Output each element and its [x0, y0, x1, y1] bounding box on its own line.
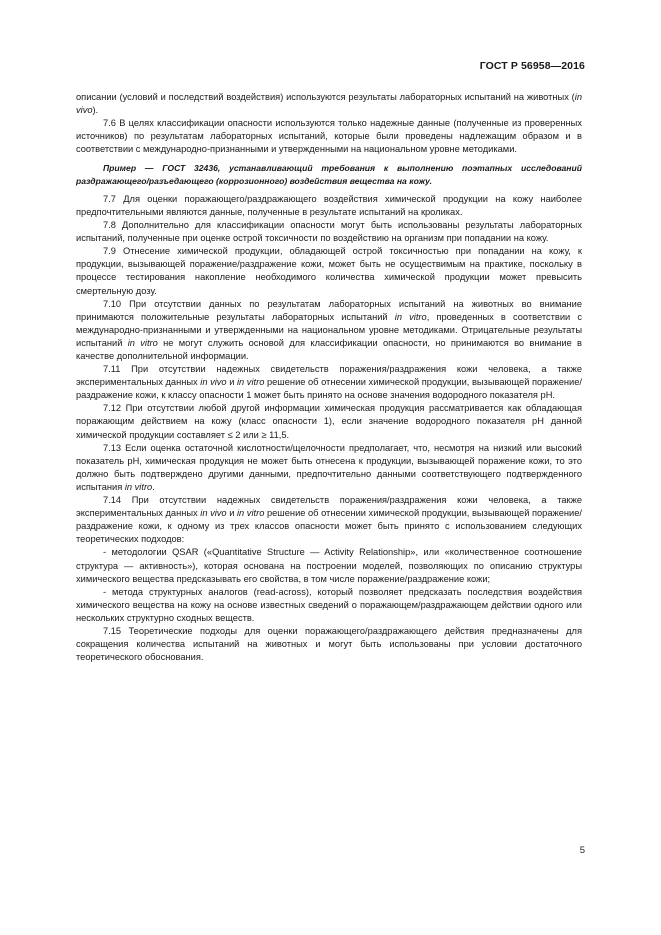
paragraph-7-15: 7.15 Теоретические подходы для оценки поражающего/раздражающего действия предназначены для сокращения количества испытаний на животных и могут быть использованы при условии достаточного теоретического обоснования.: [76, 625, 582, 663]
paragraph-7-14: 7.14 При отсутствии надежных свидетельств поражения/раздражения кожи человека, а также экспериментальных данных in vivo и in vitro решение об отнесении химической продукции, вызывающей поражение/раздражение кожи, к одному из трех классов опасности может быть принято с использованием следующих теоретических подходов:: [76, 495, 582, 545]
paragraph-continuation: описании (условий и последствий воздействия) используются результаты лабораторных испытаний на животных (in vivo).: [76, 92, 582, 116]
document-body: [76, 91, 582, 664]
paragraph-7-11: 7.11 При отсутствии надежных свидетельств поражения/раздражения кожи человека, а также экспериментальных данных in vivo и in vitro решение об отнесении химической продукции, вызывающей поражение/раздражение кожи, к классу опасности 1 может быть принято на основе значения водородного показателя pH.: [76, 364, 582, 401]
paragraph-7-12: 7.12 При отсутствии любой другой информации химическая продукция рассматривается как обладающая поражающим действием на кожу (класс опасности 1), если значение водородного показателя pH данной химической продукции составляет ≤ 2 или ≥ 11,5.: [76, 403, 582, 440]
list-item-read-across: - метода структурных аналогов (read-across), который позволяет предсказать последствия воздействия химического вещества на кожу на основе известных сведений о поражающем/раздражающем действии одного или нескольких структурно сходных веществ.: [76, 586, 582, 623]
paragraph-7-7: 7.7 Для оценки поражающего/раздражающего воздействия химической продукции на кожу наиболее предпочтительными являются данные, полученные в результате испытаний на кроликах.: [76, 193, 582, 217]
document-header: ГОСТ Р 56958—2016: [479, 60, 585, 72]
paragraph-7-8: 7.8 Дополнительно для классификации опасности могут быть использованы результаты лабораторных испытаний, полученные при оценке острой токсичности по воздействию на организм при попадании на кожу.: [76, 220, 582, 244]
paragraph-7-6: 7.6 В целях классификации опасности используются только надежные данные (полученные из проверенных источников) по результатам лабораторных испытаний, которые были проведены надлежащим образом и в соответствии с международно-признанными и утвержденными на национальном уровне методиками.: [76, 118, 582, 155]
page-number: 5: [579, 845, 585, 856]
list-item-qsar: - методологии QSAR («Quantitative Structure — Activity Relationship», или «количественное соотношение структура — активность»), которая основана на построении моделей, позволяющих по описанию структуры химического вещества предсказывать его свойства, в том числе поражение/раздражение кожи;: [76, 547, 582, 584]
paragraph-7-13: 7.13 Если оценка остаточной кислотности/щелочности предполагает, что, несмотря на низкий или высокий показатель pH, химическая продукция не может быть отнесена к продукции, вызывающей поражение кожи, то это должно быть подтверждено другими данными, предпочтительно данными соответствующего подтвержденного испытания in vitro.: [76, 442, 582, 492]
paragraph-7-10: 7.10 При отсутствии данных по результатам лабораторных испытаний на животных во внимание принимаются положительные результаты лабораторных испытаний in vitro, проведенных в соответствии с международно-признанными и утвержденными на национальном уровне методиками. Отрицательные результаты испытаний in vitro не могут служить основой для классификации опасности, но принимаются во внимание в качестве дополнительной информации.: [76, 298, 582, 361]
example-note: Пример — ГОСТ 32436, устанавливающий требования к выполнению поэтапных исследований раздражающего/разъедающего (коррозионного) воздействия вещества на кожу.: [76, 163, 582, 186]
paragraph-7-9: 7.9 Отнесение химической продукции, обладающей острой токсичностью при попадании на кожу, к продукции, вызывающей поражение/раздражение кожи, может быть не осуществимым на практике, поскольку в процессе тестирования накопление необходимого количества химической продукции может превысить смертельную дозу.: [76, 246, 582, 296]
